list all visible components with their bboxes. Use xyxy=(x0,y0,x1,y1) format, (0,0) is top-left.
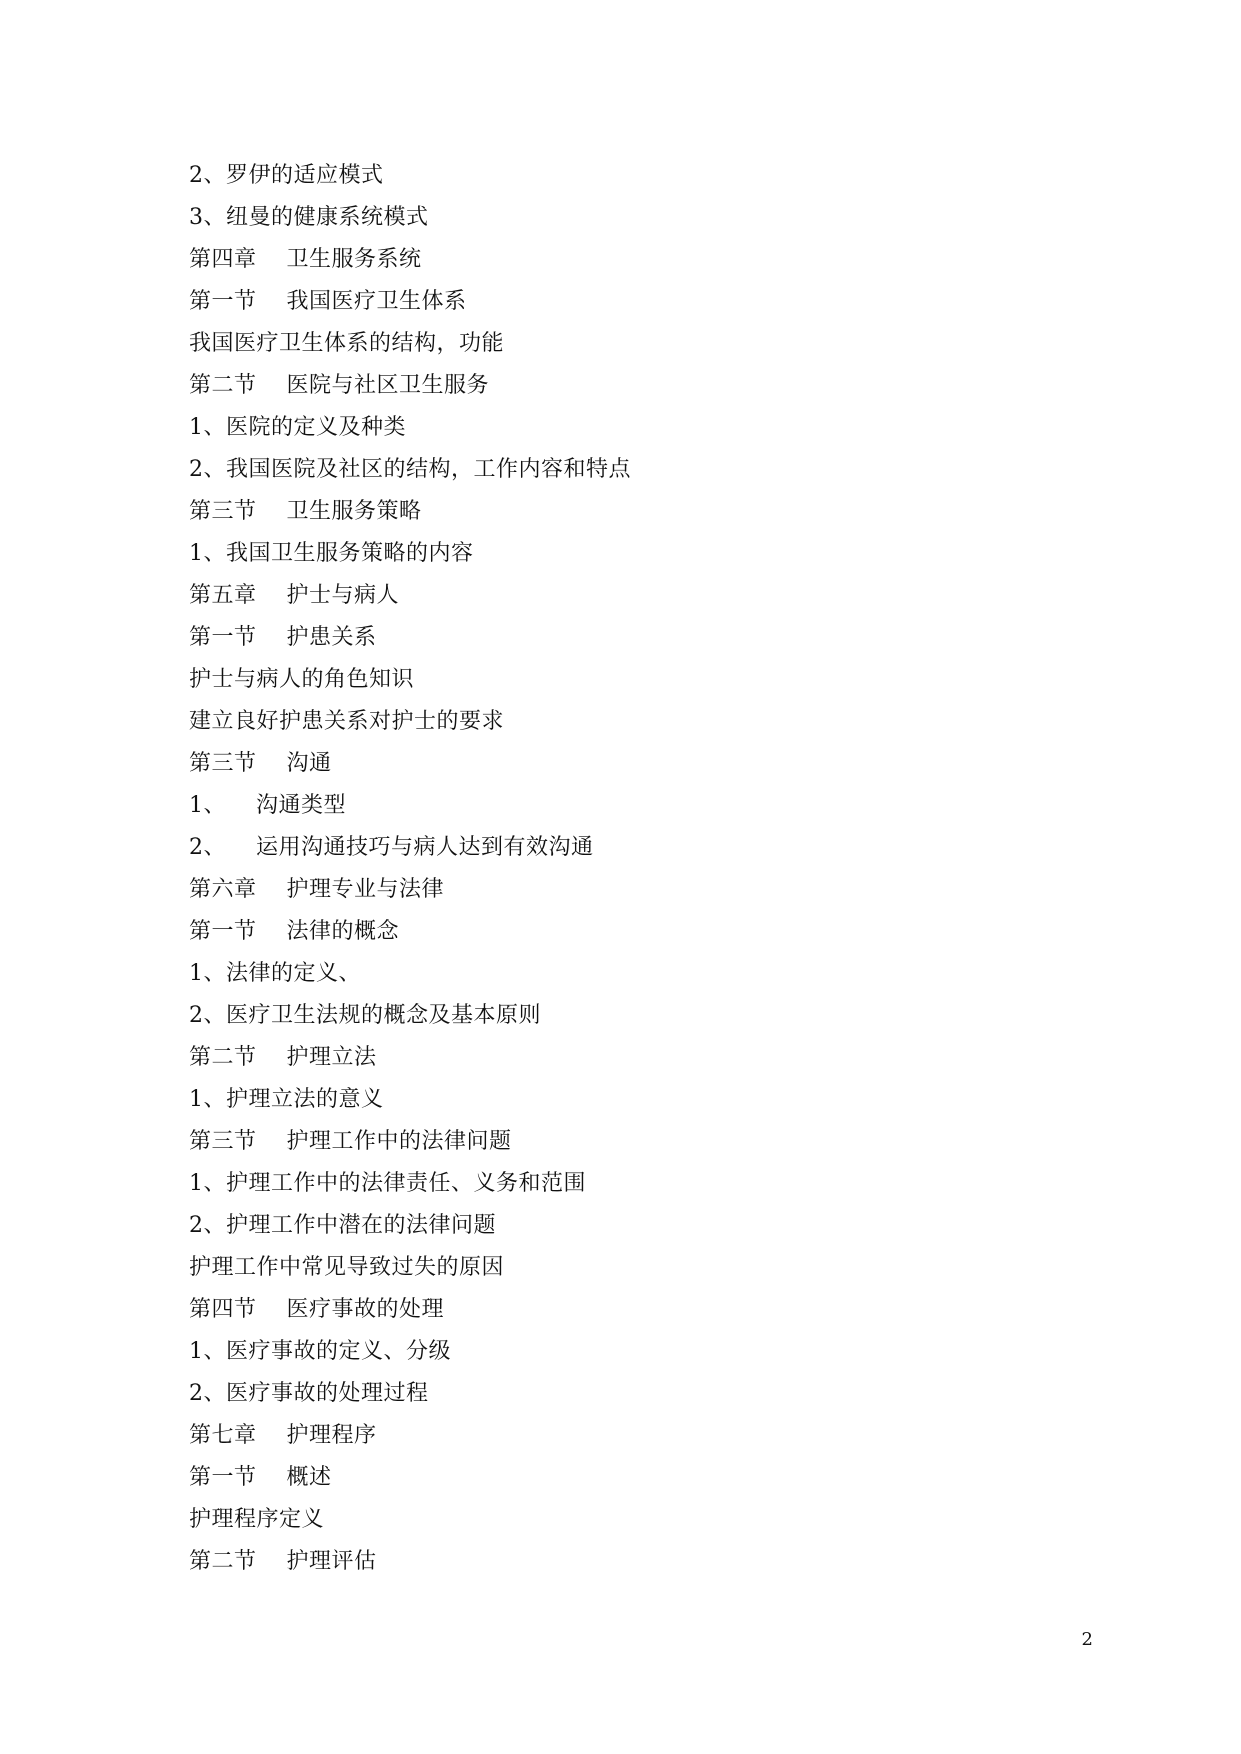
document-body xyxy=(189,155,1089,1583)
section-heading: 第二节 护理评估 xyxy=(189,1549,377,1574)
text-line: 1、 沟通类型 xyxy=(189,793,346,818)
section-heading: 第二节 护理立法 xyxy=(189,1045,377,1070)
text-line: 2、医疗事故的处理过程 xyxy=(189,1381,429,1406)
text-line: 2、医疗卫生法规的概念及基本原则 xyxy=(189,1003,541,1028)
chapter-heading: 第四章 卫生服务系统 xyxy=(189,247,422,272)
text-line: 1、我国卫生服务策略的内容 xyxy=(189,541,474,566)
text-line: 3、纽曼的健康系统模式 xyxy=(189,205,429,230)
chapter-heading: 第五章 护士与病人 xyxy=(189,583,399,608)
chapter-heading: 第七章 护理程序 xyxy=(189,1423,377,1448)
text-line: 1、护理立法的意义 xyxy=(189,1087,384,1112)
text-line: 1、法律的定义、 xyxy=(189,961,361,986)
text-line: 1、医疗事故的定义、分级 xyxy=(189,1339,451,1364)
text-line: 2、我国医院及社区的结构，工作内容和特点 xyxy=(189,457,631,482)
section-heading: 第三节 沟通 xyxy=(189,751,332,776)
section-heading: 第一节 法律的概念 xyxy=(189,919,399,944)
text-line: 建立良好护患关系对护士的要求 xyxy=(189,709,505,734)
page-number: 2 xyxy=(1081,1629,1093,1650)
text-line: 1、医院的定义及种类 xyxy=(189,415,406,440)
section-heading: 第四节 医疗事故的处理 xyxy=(189,1297,444,1322)
text-line: 我国医疗卫生体系的结构，功能 xyxy=(189,331,505,356)
section-heading: 第一节 概述 xyxy=(189,1465,332,1490)
section-heading: 第二节 医院与社区卫生服务 xyxy=(189,373,489,398)
text-line: 2、罗伊的适应模式 xyxy=(189,163,384,188)
text-line: 1、护理工作中的法律责任、义务和范围 xyxy=(189,1171,586,1196)
chapter-heading: 第六章 护理专业与法律 xyxy=(189,877,444,902)
section-heading: 第一节 护患关系 xyxy=(189,625,377,650)
text-line: 2、 运用沟通技巧与病人达到有效沟通 xyxy=(189,835,594,860)
text-line: 护理工作中常见导致过失的原因 xyxy=(189,1255,505,1280)
section-heading: 第三节 护理工作中的法律问题 xyxy=(189,1129,512,1154)
section-heading: 第一节 我国医疗卫生体系 xyxy=(189,289,467,314)
section-heading: 第三节 卫生服务策略 xyxy=(189,499,422,524)
text-line: 护士与病人的角色知识 xyxy=(189,667,415,692)
text-line: 2、护理工作中潜在的法律问题 xyxy=(189,1213,496,1238)
text-line: 护理程序定义 xyxy=(189,1507,325,1532)
